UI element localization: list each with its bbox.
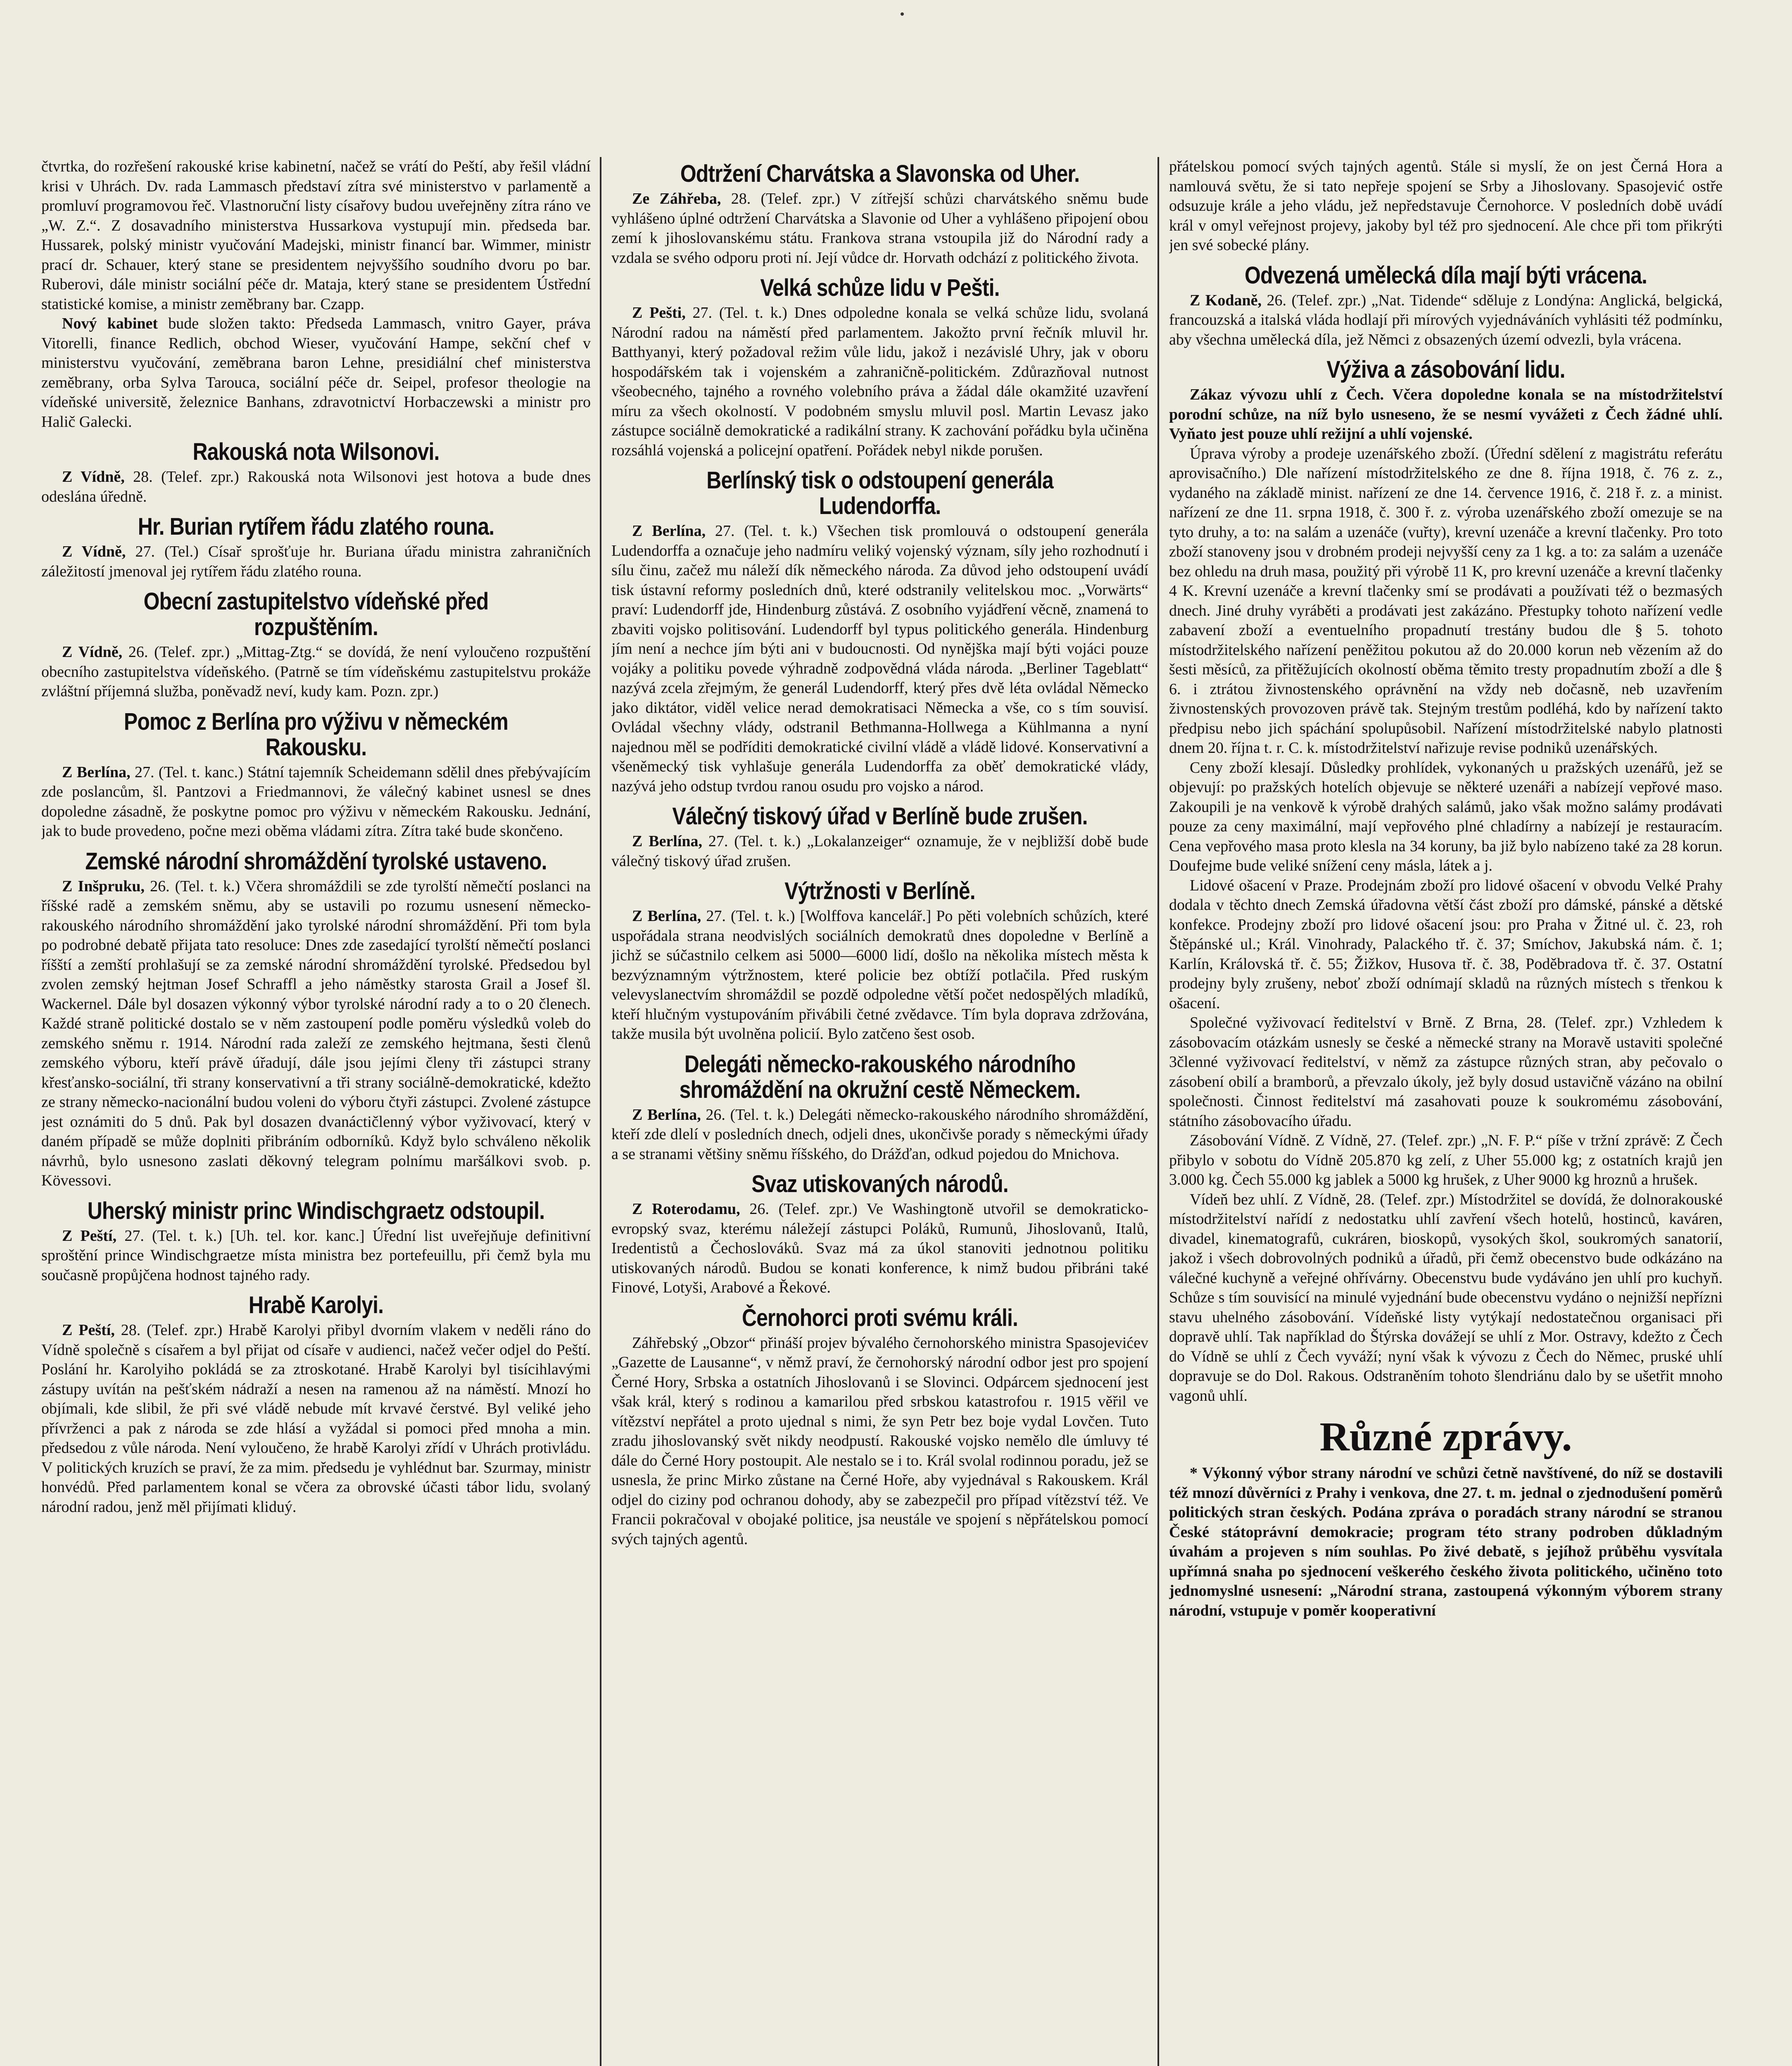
article-paragraph: Vídeň bez uhlí. Z Vídně, 28. (Telef. zpr.) Místodržitel se dovídá, že dolnorakouské místodržitelství nařídí z nedostatku uhlí zavření všech hotelů, hostinců, kaváren, divadel, kinematografů, cukráren, bioskopů, vysokých škol, soukromých sanatorií, jakož i všech dobrovolných podniků a úřadů, při čemž obecenstvo bude odkázáno na válečné kuchyně a veřejné ohřívárny. Obecenstvu bude vydáváno jen uhlí pro kuchyň. Schůze s tím souvisící na minulé vyjednání bude obecenstvu vydáno o nejnižší nepřízni stavu uhelného zásobování. Vídeňské listy vytýkají nedostatečnou organisaci při dopravě uhlí. Tak například do Štýrska dovážejí se uhlí z Mor. Ostravy, kdežto z Čech do Vídně se uhlí z Čech vyváží; nyní však k vývozu z Čech do Němec, pruské uhlí dopravuje se do Dol. Rakous. Odstraněním tohoto šlendriánu dalo by se ušetřit mnoho vagonů uhlí. bbox=[1169, 1190, 1723, 1404]
article-headline: Uherský ministr princ Windischgraetz odstoupil. bbox=[87, 1197, 545, 1224]
article-body: 27. (Tel. t. k.) Dnes odpoledne konala se velká schůze lidu, svolaná Národní radou na náměstí před parlamentem. Jakožto první řečník mluvil hr. Batthyanyi, který požadoval režim vůle lidu, jakož i nezávislé Uhry, jak v oboru hospodářském tak i vojenském a zahraničně-politickém. Zdůrazňoval nutnost všeobecného, tajného a rovného volebního práva a žádal dále okamžité uzavření míru za všech okolností. V podobném smyslu mluvil posl. Martin Levasz jako zástupce sociálně demokratické a radikální strany. K zachování pořádku byla učiněna rozsáhlá vojenská a policejní opatření. Pořádek nebyl nikde porušen. bbox=[611, 304, 1148, 459]
print-speck bbox=[901, 12, 904, 16]
article bbox=[611, 878, 1148, 1044]
article-text bbox=[41, 877, 591, 1191]
dateline: Z Peští, bbox=[62, 1321, 115, 1339]
article-paragraph: Společné vyživovací ředitelství v Brně. Z Brna, 28. (Telef. zpr.) Vzhledem k zásobovacím otázkám usnesly se české a německé strany na Moravě ustaviti společné 3členné vyživovací ředitelství, v němž za zástupce různých stran, aby pečovalo o zásobení obilí a bramborů, a převzalo úkoly, jež byly dosud ustavičně vázáno na obilní společnosti. Činnost ředitelství má zasahovati pouze k soukromému zásobování, státního zásobovacího úřadu. bbox=[1169, 1014, 1723, 1130]
article-text bbox=[611, 907, 1148, 1044]
article-text-bold: Zákaz vývozu uhlí z Čech. Včera dopoledne konala se na místodržitelství porodní schůze, na níž bylo usneseno, že se nesmí vyvážeti z Čech žádné uhlí. Vyňato jest pouze uhlí režijní a uhlí vojenské. bbox=[1169, 386, 1723, 443]
dateline: Z Berlína, bbox=[632, 522, 706, 540]
article-continuation bbox=[1169, 157, 1723, 255]
article-headline: Hrabě Karolyi. bbox=[248, 1292, 384, 1319]
dateline: Z Berlína, bbox=[632, 1106, 701, 1123]
article-headline: Výtržnosti v Berlíně. bbox=[784, 878, 975, 904]
dateline: Ze Záhřeba, bbox=[632, 190, 721, 207]
dateline: Z Berlína, bbox=[632, 907, 701, 925]
column-left bbox=[41, 157, 591, 2066]
article-paragraph: Lidové ošacení v Praze. Prodejnám zboží pro lidové ošacení v obvodu Velké Prahy dodala v těchto dnech Zemská úřadovna větší část zboží pro dámské, pánské a dětské konfekce. Prodejny zboží pro lidové ošacení jsou: pro Praha v Žitné ul. č. 23, roh Štěpánské ul.; Král. Vinohrady, Palackého tř. č. 37; Smíchov, Jakubská nám. č. 1; Karlín, Královská tř. č. 55; Žižkov, Husova tř. č. 38, Poděbradova tř. č. 37. Ostatní prodejny byly zrušeny, neboť zboží odnímají skladů na různých místech s třenkou k ošacení. bbox=[1169, 876, 1723, 1012]
article-headline: Berlínský tisk o odstoupení generála Ludendorffa. bbox=[706, 467, 1053, 519]
article-paragraph: Zásobování Vídně. Z Vídně, 27. (Telef. zpr.) „N. F. P.“ píše v tržní zprávě: Z Čech přibylo v sobotu do Vídně 205.870 kg zelí, z Uher 55.000 kg; z ostatních krajů jen 3.000 kg. Čech 55.000 kg jablek a 5000 kg hrušek, z Uher 9000 kg hroznů a hrušek. bbox=[1169, 1132, 1723, 1188]
article-section-food bbox=[1169, 357, 1723, 1406]
article bbox=[41, 589, 591, 702]
dateline: Z Pešti, bbox=[632, 304, 686, 321]
dateline: Z Peští, bbox=[62, 1227, 117, 1245]
article bbox=[611, 468, 1148, 796]
column-middle bbox=[611, 157, 1148, 2066]
article-text bbox=[41, 542, 591, 581]
article-headline: Odvezená umělecká díla mají býti vrácena. bbox=[1245, 262, 1647, 289]
article bbox=[611, 161, 1148, 268]
article-text bbox=[611, 1105, 1148, 1164]
article-body: 27. (Tel. t. kanc.) Státní tajemník Scheidemann sdělil dnes přebývajícím zde poslancům, šl. Pantzovi a Friedmannovi, že válečný kabinet usnesl se dnes dopoledne zásadně, že poskytne pomoc pro výživu v německém Rakousku. Jednání, jak to bude provedeno, počne mezi oběma vládami zítra. Zítra také bude skončeno. bbox=[41, 763, 591, 840]
article bbox=[611, 1052, 1148, 1164]
newspaper-page bbox=[41, 157, 1735, 2066]
dateline: Z Vídně, bbox=[62, 643, 123, 661]
article-body: 27. (Tel. t. k.) „Lokalanzeiger“ oznamuje, že v nejbližší době bude válečný tiskový úřad zrušen. bbox=[611, 833, 1148, 870]
article-text bbox=[41, 1321, 591, 1517]
section-headline: Výživa a zásobování lidu. bbox=[1326, 356, 1565, 383]
article-headline: Hr. Burian rytířem řádu zlatého rouna. bbox=[138, 513, 494, 540]
article bbox=[41, 849, 591, 1191]
article-text bbox=[611, 1200, 1148, 1298]
section-headline-large: Různé zprávy. bbox=[1319, 1414, 1572, 1459]
article-text: Záhřebský „Obzor“ přináší projev bývalého černohorského ministra Spasojevićev „Gazette de Lausanne“, v němž praví, že černohorský národní odbor jest pro spojení Černé Hory, Srbska a ostatních Jihoslovanů i se Slovinci. Odpárcem sjednocení jest však král, který s rodinou a kamarilou před srbskou katastrofou r. 1915 věřil ve vítězství nepřátel a proto ujednal s nimi, že syn Petr bez boje vydal Lovčen. Tuto zradu jihoslovanský svět nikdy neodpustí. Rakouské vojsko nemělo dle úmluvy té dále do Černé Hory postoupit. Ale nestalo se i to. Král svolal rodinnou poradu, jež se usnesla, že princ Mirko zůstane na Černé Hoře, aby vyjednával s Rakouskem. Král odjel do ciziny pod ochranou dohody, aby se zabezpečil pro případ vítězství též. Ve Francii pokračoval v obojaké politice, jsa neustále ve spojení s něpřátelskou pomocí svých tajných agentů. bbox=[611, 1334, 1148, 1548]
article-body: 26. (Telef. zpr.) „Mittag-Ztg.“ se dovídá, že není vyloučeno rozpuštění obecního zastupitelstva vídeňského. (Patrně se tím vídeňskému zastupitelstvu prokáže zvláštní příjemná služba, poněvadž neví, kudy kam. Pozn. zpr.) bbox=[41, 643, 591, 700]
article-body: 28. (Telef. zpr.) Hrabě Karolyi přibyl dvorním vlakem v neděli ráno do Vídně společně s císařem a byl přijat od císaře v audienci, načež večer odjel do Peští. Poslání hr. Karolyiho pokládá se za ztroskotané. Hrabě Karolyi byl tisícihlavými zástupy uvítán na pešťském nádraží a nesen na ramenou až na náměstí. Mnozí ho objímali, kde slibil, že při své vládě nebude mít krvavé čerstvé. Byl veliké jeho přívrženci a pak z národa se zde hlásí a vyžádal si pomoci před mnoha a min. předsedou z vůle národa. Není vyloučeno, že hrabě Karolyi zřídí v Uhrách protivládu. V politických kruzích se praví, že za mim. předsedu je vyhlédnut bar. Szurmay, ministr honvédů. Před parlamentem konal se včera za obrovské účasti tábor lidu, svolaný národní radou, jenž měl přijímati kliduý. bbox=[41, 1321, 591, 1516]
article bbox=[41, 709, 591, 841]
article-paragraph: Ceny zboží klesají. Důsledky prohlídek, vykonaných u pražských uzenářů, jež se objevují: po pražských hotelích objevuje se některé uzenáři a nabízejí vepřové maso. Zakoupili je na venkově k výrobě drahých salámů, jako však možno salámy prodávati pouze za ceny maximální, mají vepřového plné chladírny a nabízejí je restauracím. Cena vepřového masa proto klesla na 34 koruny, ba již bylo nabízeno také za 28 korun. Doufejme bude veliké snížení ceny másla, látek a j. bbox=[1169, 759, 1723, 874]
article-section-misc bbox=[1169, 1414, 1723, 1621]
article-headline: Rakouská nota Wilsonovi. bbox=[193, 438, 440, 465]
article bbox=[611, 275, 1148, 460]
paragraph-lead: Nový kabinet bbox=[62, 315, 158, 332]
article bbox=[1169, 263, 1723, 350]
article-text bbox=[611, 832, 1148, 871]
article-text bbox=[611, 521, 1148, 796]
column-divider bbox=[600, 157, 601, 2066]
article bbox=[611, 804, 1148, 871]
article-body: 26. (Tel. t. k.) Včera shromáždili se zde tyrolští němečtí poslanci na říšské radě a zemském sněmu, aby se ustavili po rozumu usnesení německo-rakouského národního shromáždění jako tyrolské národní shromáždění. Při tom byla po podrobné debatě přijata tato resoluce: Dnes zde zasedající tyrolští němečtí poslanci říšští a zemští prohlašují se za zemské národní shromáždění tyrolské. Předsedou byl zvolen zemský hejtman Josef Schraffl a jeho náměstky starosta Grail a Josef šl. Wackernel. Dále byl dosazen výkonný výbor tyrolské národní rady a to o 20 členech. Každé straně politické dostalo se v něm zastoupení podle poměru výsledků voleb do zemského sněmu r. 1914. Národní rada zaleží ze zemského hejtmana, šesti členů zemského výboru, kteří právě úřadují, dále jsou jejími členy tři zástupci strany křesťansko-sociální, tři strany konservativní a tři strany sociálně-demokratické, kdežto ze strany německo-nacionální budou voleni do výboru čtyři zástupci. Zvolené zástupce jest oznámiti do 5 dnů. Pak byl dosazen dvanáctičlenný výbor vyživovací, který v daném případě se může doplniti přibráním odborníků. Když bylo schváleno několik návrhů, bylo usnesono zaslati děkovný telegram polnímu maršálkovi svob. p. Kövessovi. bbox=[41, 877, 591, 1189]
article bbox=[41, 1198, 591, 1285]
article-paragraph bbox=[41, 314, 591, 432]
article-headline: Zemské národní shromáždění tyrolské ustaveno. bbox=[85, 847, 547, 875]
article-body: 27. (Tel. t. k.) Všechen tisk promlouvá o odstoupení generála Ludendorffa a označuje jeho nadmíru veliký vojenský význam, síly jeho rozhodnutí i sílu činu, začež mu náleží dík německého národa. Za důvod jeho odstoupení uvádí tisk ústavní reformy posledních dnů, které odstranily velitelskou moc. „Vorwärts“ praví: Ludendorff jde, Hindenburg zůstává. Z osobního vyjádření věcně, znamená to zbaviti vojsko politisování. Ludendorff byl typus politického generála. Hindenburg jím není a nechce jím býti ani v budoucnosti. Od nynějška mají býti vojáci pouze vojáky a politiku povede výhradně zodpovědná vláda národa. „Berliner Tageblatt“ nazývá zcela zřejmým, že generál Ludendorff, který přes dvě léta ovládal Německo jako diktátor, viděl velice nerad demokratisaci Německa a vše, co s tím souvisí. Ovládal všechny vlády, odstranil Bethmanna-Hollwega a Kühlmanna a nyní najednou měl se podříditi demokratické civilní vládě a vládě lidové. Konservativní a všeněmecký tisk vyhlašuje generála Ludendorffa za oběť demokratické vlády, nazývá jeho odstup tvrdou ranou osudu pro vojsko a národ. bbox=[611, 522, 1148, 795]
article-headline: Velká schůze lidu v Pešti. bbox=[760, 274, 1000, 301]
dateline: Z Inšpruku, bbox=[62, 877, 145, 895]
article-text bbox=[41, 1226, 591, 1285]
article-body: 26. (Telef. zpr.) Ve Washingtoně utvořil se demokraticko-evropský svaz, kterému náležejí zástupci Poláků, Rumunů, Jihoslovanů, Italů, Iredentistů a Čechoslováků. Svaz má za úkol stanoviti jednotnou politiku utiskovaných národů. Budou se konati konference, k nimž budou přibráni také Finové, Lotyši, Arabové a Řekové. bbox=[611, 1200, 1148, 1296]
article-text bbox=[611, 303, 1148, 460]
dateline: Z Berlína, bbox=[632, 833, 703, 850]
article bbox=[41, 439, 591, 507]
article-headline: Obecní zastupitelstvo vídeňské před rozpuštěním. bbox=[143, 588, 489, 640]
article-cabinet-crisis bbox=[41, 157, 591, 432]
article-headline: Pomoc z Berlína pro výživu v německém Rakousku. bbox=[124, 708, 509, 761]
article bbox=[41, 514, 591, 581]
article-headline: Černohorci proti svému králi. bbox=[742, 1304, 1018, 1331]
article-body: 27. (Tel. t. k.) [Uh. tel. kor. kanc.] Úřední list uveřejňuje definitivní sproštění prince Windischgraetze místa ministra bez portefeuillu, při čemž byla mu současně propůjčena hodnost tajného rady. bbox=[41, 1227, 591, 1284]
paragraph-text: bude složen takto: Předseda Lammasch, vnitro Gayer, práva Vitorelli, finance Redlich, obchod Wieser, vyučování Hampe, sekční chef v ministerstvu vyučování, zeměbrana baron Lehne, presidiální chef ministerstva zeměbrany, orba Sylva Tarouca, sociální péče dr. Seipel, profesor theologie na vídeňské universitě, železnice Banhans, zdravotnictví Horbaczewski a ministr pro Halič Galecki. bbox=[41, 315, 591, 431]
column-divider bbox=[1157, 157, 1159, 2066]
article-body: 27. (Tel.) Císař sprošťuje hr. Buriana úřadu ministra zahraničních záležitostí jmenoval jej rytířem řádu zlatého rouna. bbox=[41, 543, 591, 580]
article bbox=[41, 1292, 591, 1517]
article-text bbox=[41, 763, 591, 841]
dateline: Z Berlína, bbox=[62, 763, 131, 781]
article-text: * Výkonný výbor strany národní ve schůzi četně navštívené, do níž se dostavili též mnozí důvěrníci z Prahy i venkova, dne 27. t. m. jednal o zjednodušení poměrů politických stran českých. Podána zpráva o poradách strany národní se stranou České státoprávní demokracie; program této strany podroben důkladným úvahám a projeven s ním souhlas. Po živé debatě, s jejíhož průběhu vysvítala upřímná snaha po sjednocení veškerého českého života politického, učiněno toto jednomyslné usnesení: „Národní strana, zastoupená výkonným výborem strany národní, vstupuje v poměr kooperativní bbox=[1169, 1464, 1723, 1619]
article-text bbox=[611, 189, 1148, 268]
article-headline: Svaz utiskovaných národů. bbox=[751, 1171, 1008, 1197]
article-body: 26. (Tel. t. k.) Delegáti německo-rakouského národního shromáždění, kteří zde dlelí v posledních dnech, odjeli dnes, ukončivše porady s německými úřady a se stranami většiny sněmu říšského, do Drážďan, odkud pojedou do Mnichova. bbox=[611, 1106, 1148, 1163]
article-body: 27. (Tel. t. k.) [Wolffova kancelář.] Po pěti volebních schůzích, které uspořádala strana neodvislých sociálních demokratů dnes dopoledne v Berlíně a jichž se súčastnilo celkem asi 5000—6000 lidí, došlo na několika místech města k bezvýznamným výtržnostem, které policie bez obtíží potlačila. Před ruským velevyslanectvím shromáždil se pozdě odpoledne větší počet nedospělých mladíků, kteří hlučným vystupováním přivábili četné zvědavce. Tím byla doprava zdržována, takže musila být uvolněna policií. Bylo zatčeno šest osob. bbox=[611, 907, 1148, 1043]
article-text: čtvrtka, do rozřešení rakouské krise kabinetní, načež se vrátí do Peští, aby řešil vládní krisi v Uhrách. Dv. rada Lammasch představí zítra své ministerstvo v parlamentě a promluví programovou řeč. Vlastnoruční listy císařovy budou uveřejněny zítra ráno ve „W. Z.“. Z dosavadního ministerstva Hussarkova vystupují min. předseda bar. Hussarek, polský ministr vyučování Madejski, ministr financí bar. Wimmer, ministr prací dr. Schauer, který stane se presidentem nejvyššího soudního dvoru po bar. Ruberovi, dále ministr sociální péče dr. Mataja, který stane se presidentem Ústřední statistické komise, a ministr zeměbrany bar. Czapp. bbox=[41, 158, 591, 313]
article-headline: Delegáti německo-rakouského národního shromáždění na okružní cestě Německem. bbox=[679, 1050, 1081, 1103]
article-text bbox=[41, 467, 591, 507]
dateline: Z Roterodamu, bbox=[632, 1200, 740, 1218]
article-body: 28. (Telef. zpr.) V zítřejší schůzi charvátského sněmu bude vyhlášeno úplné odtržení Charvátska a Slavonie od Uher a vyhlášeno připojení obou zemí k jihoslovanskému státu. Frankova strana vstoupila již do Národní rady a vzdala se svého odporu proti ní. Její vůdce dr. Horvath odchází z politického života. bbox=[611, 190, 1148, 267]
dateline: Z Kodaně, bbox=[1190, 291, 1262, 309]
article-text bbox=[41, 643, 591, 702]
dateline: Z Vídně, bbox=[62, 468, 125, 486]
article-body: 26. (Telef. zpr.) „Nat. Tidende“ sděluje z Londýna: Anglická, belgická, francouzská a italská vláda hodlají při mírových vyjednáváních vyhlásiti též podmínku, aby všechna umělecká díla, jež Němci z obsazených území odvezli, byla vrácena. bbox=[1169, 291, 1723, 348]
article-paragraph: Úprava výroby a prodeje uzenářského zboží. (Úřední sdělení z magistrátu referátu aprovisačního.) Dle nařízení místodržitelského ze dne 8. října 1918, č. 76 z. z., vydaného na základě minist. nařízení ze dne 14. července 1916, č. 218 ř. z. a minist. nařízení ze dne 11. srpna 1918, č. 300 ř. z. výroba uzenářského zboží omezuje se na tyto druhy, a to: na salám a uzenáče (vuřty), krevní uzenáče a krevní tlačenky. Pro toto zboží stanoveny jsou v drobném prodeji nejvyšší ceny za 1 kg. a to: za salám a uzenáče bez ohledu na druh masa, použitý při výrobě 11 K, pro krevní uzenáče a krevní tlačenky 4 K. Krevní uzenáče a krevní tlačenky smí se prodávati a používati též o bezmasých dnech. Jiné druhy vyráběti a prodávati jest zakázáno. Přestupky tohoto nařízení vedle zabavení zboží a eventuelního propadnutí trestány budou dle § 5. tohoto místodržitelského nařízení peněžitou pokutou až do 20.000 korun neb vězením až do šesti měsíců, za přitěžujících okolností oběma těmito tresty propadnutím zboží a dle § 6. i ztrátou živnostenského oprávnění na vždy neb dočasně, neb uzavřením živnostenských provozoven právě tak. Stejným trestům podléhá, kdo by nařízení takto předpisu nebo jich spáchání spolupůsobil. Nařízení místodržitelské nabylo platnosti dnem 20. října t. r. C. k. místodržitelství nařizuje revise podniků uzenářských. bbox=[1169, 445, 1723, 757]
article-headline: Válečný tiskový úřad v Berlíně bude zrušen. bbox=[672, 803, 1088, 830]
dateline: Z Vídně, bbox=[62, 543, 126, 560]
article-body: 28. (Telef. zpr.) Rakouská nota Wilsonovi jest hotova a bude dnes odeslána úředně. bbox=[41, 468, 591, 505]
column-right bbox=[1169, 157, 1723, 2066]
article-text bbox=[1169, 291, 1723, 350]
article bbox=[611, 1171, 1148, 1298]
article bbox=[611, 1305, 1148, 1550]
article-text: přátelskou pomocí svých tajných agentů. Stále si myslí, že on jest Černá Hora a namlouvá světu, že si tato nepřeje spojení se Srby a Jihoslovany. Spasojević ostře odsuzuje krále a jeho vládu, jež nepředstavuje Černohorce. V posledních době uvádí král v omyl veřejnost projevy, jakoby byl též pro sjednocení. Ale chce při tom přikrýti jen své sobecké plány. bbox=[1169, 158, 1723, 254]
article-headline: Odtržení Charvátska a Slavonska od Uher. bbox=[680, 160, 1080, 187]
